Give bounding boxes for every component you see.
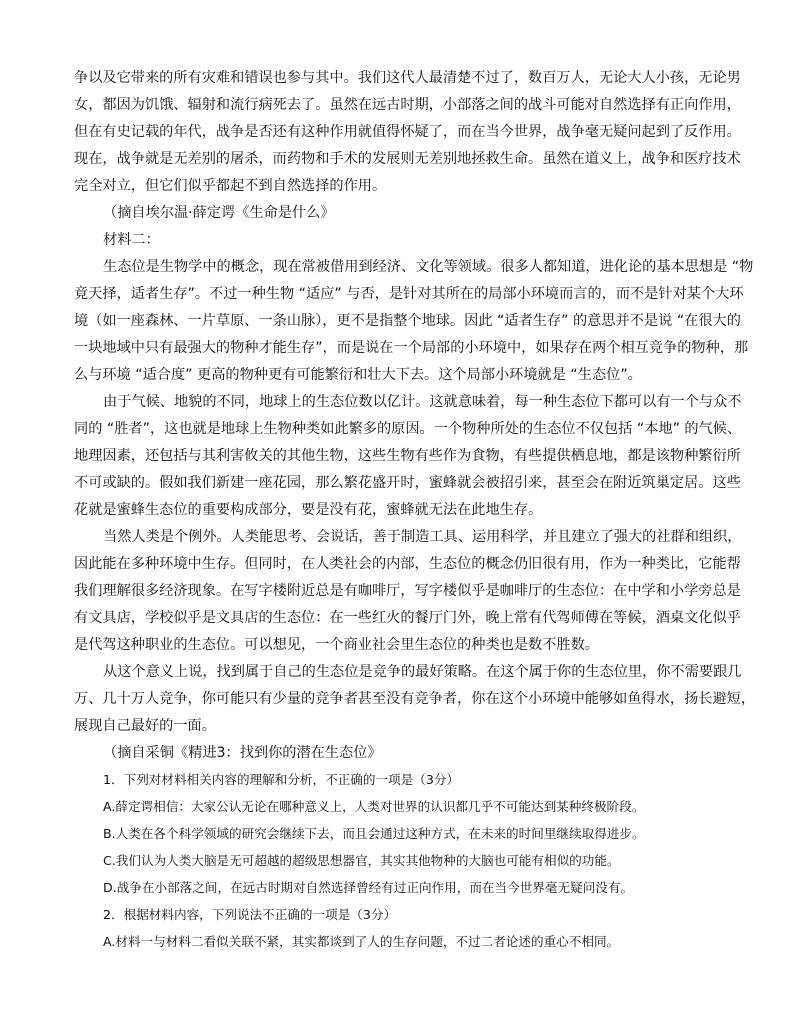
paragraph-line: 地理因素，还包括与其利害攸关的其他生物，这些生物有些作为食物，有些提供栖息地，都是该物种繁衍所 [74, 448, 741, 464]
paragraph-line: 现在，战争就是无差别的屠杀，而药物和手术的发展则无差别地拯救生命。虽然在道义上，战争和医疗技术 [74, 151, 741, 167]
paragraph-line: 由于气候、地貌的不同，地球上的生态位数以亿计。这就意味着，每一种生态位下都可以有一个与众不 [103, 394, 742, 410]
question-2: 2．根据材料内容，下列说法不正确的一项是（3分） [103, 907, 397, 922]
question-1-option-a: A.薛定谔相信：大家公认无论在哪种意义上，人类对世界的认识都几乎不可能达到某种终极阶段。 [103, 799, 645, 814]
question-1-option-b: B.人类在各个科学领域的研究会继续下去，而且会通过这种方式，在未来的时间里继续取得进步。 [103, 826, 645, 841]
paragraph-line: 完全对立，但它们似乎都起不到自然选择的作用。 [74, 178, 387, 194]
paragraph-line: 有文具店，学校似乎是文具店的生态位：在一些红火的餐厅门外，晚上常有代驾师傅在等候，酒桌文化似乎 [74, 610, 741, 626]
paragraph-line: 因此能在多种环境中生存。但同时，在人类社会的内部，生态位的概念仍旧很有用，作为一种类比，它能帮 [74, 556, 741, 572]
paragraph-line: 是代驾这种职业的生态位。可以想见，一个商业社会里生态位的种类也是数不胜数。 [74, 637, 599, 653]
paragraph-line: 女，都因为饥饿、辐射和流行病死去了。虽然在远古时期，小部落之间的战斗可能对自然选择有正向作用， [74, 97, 741, 113]
paragraph-line: 一块地域中只有最强大的物种才能生存”，而是说在一个局部的小环境中，如果存在两个相互竞争的物种，那 [74, 340, 749, 356]
paragraph-line: 但在有史记载的年代，战争是否还有这种作用就值得怀疑了，而在当今世界，战争毫无疑问起到了反作用。 [74, 124, 741, 140]
question-2-option-a: A.材料一与材料二看似关联不紧，其实都谈到了人的生存问题，不过二者论述的重心不相同。 [103, 934, 620, 949]
paragraph-line: 花就是蜜蜂生态位的重要构成部分，要是没有花，蜜蜂就无法在此地生存。 [74, 502, 543, 518]
paragraph-line: 同的 “胜者”，这也就是地球上生物种类如此繁多的原因。一个物种所处的生态位不仅包括 “本地” 的气候、 [74, 421, 742, 437]
paragraph-line: 不可或缺的。假如我们新建一座花园，那么繁花盛开时，蜜蜂就会被招引来，甚至会在附近筑巢定居。这些 [74, 475, 741, 491]
question-1-option-c: C.我们认为人类大脑是无可超越的超级思想器官，其实其他物种的大脑也可能有相似的功能。 [103, 853, 620, 868]
source-citation: （摘自埃尔温·薛定谔《生命是什么》 [103, 205, 335, 221]
paragraph-line: 展现自己最好的一面。 [74, 718, 216, 734]
paragraph-line: 万、几十万人竞争，你可能只有少量的竞争者甚至没有竞争者，你在这个小环境中能够如鱼得水，扬长避短， [74, 691, 756, 707]
section-heading: 材料二： [103, 232, 160, 248]
paragraph-line: 从这个意义上说，找到属于自己的生态位是竞争的最好策略。在这个属于你的生态位里，你不需要跟几 [103, 664, 742, 680]
question-1-option-d: D.战争在小部落之间，在远古时期对自然选择曾经有过正向作用，而在当今世界毫无疑问没有。 [103, 880, 634, 895]
question-1: 1．下列对材料相关内容的理解和分析，不正确的一项是（3分） [103, 772, 460, 787]
paragraph-line: 竟天择，适者生存”。不过一种生物 “适应” 与否，是针对其所在的局部小环境而言的，而不是针对某个大环 [74, 286, 744, 302]
paragraph-line: 生态位是生物学中的概念，现在常被借用到经济、文化等领域。很多人都知道，进化论的基本思想是 “物 [103, 259, 754, 275]
paragraph-line: 我们理解很多经济现象。在写字楼附近总是有咖啡厅，写字楼似乎是咖啡厅的生态位：在中学和小学旁总是 [74, 583, 741, 599]
source-citation: （摘自采铜《精进3：找到你的潜在生态位》 [103, 745, 382, 761]
paragraph-line: 争以及它带来的所有灾难和错误也参与其中。我们这代人最清楚不过了，数百万人，无论大人小孩，无论男 [74, 70, 741, 86]
paragraph-line: 么与环境 “适合度” 更高的物种更有可能繁衍和壮大下去。这个局部小环境就是 “生态位”。 [74, 367, 642, 383]
paragraph-line: 当然人类是个例外。人类能思考、会说话，善于制造工具、运用科学，并且建立了强大的社群和组织， [103, 529, 742, 545]
paragraph-line: 境（如一座森林、一片草原、一条山脉），更不是指整个地球。因此 “适者生存” 的意思并不是说 “在很大的 [74, 313, 741, 329]
